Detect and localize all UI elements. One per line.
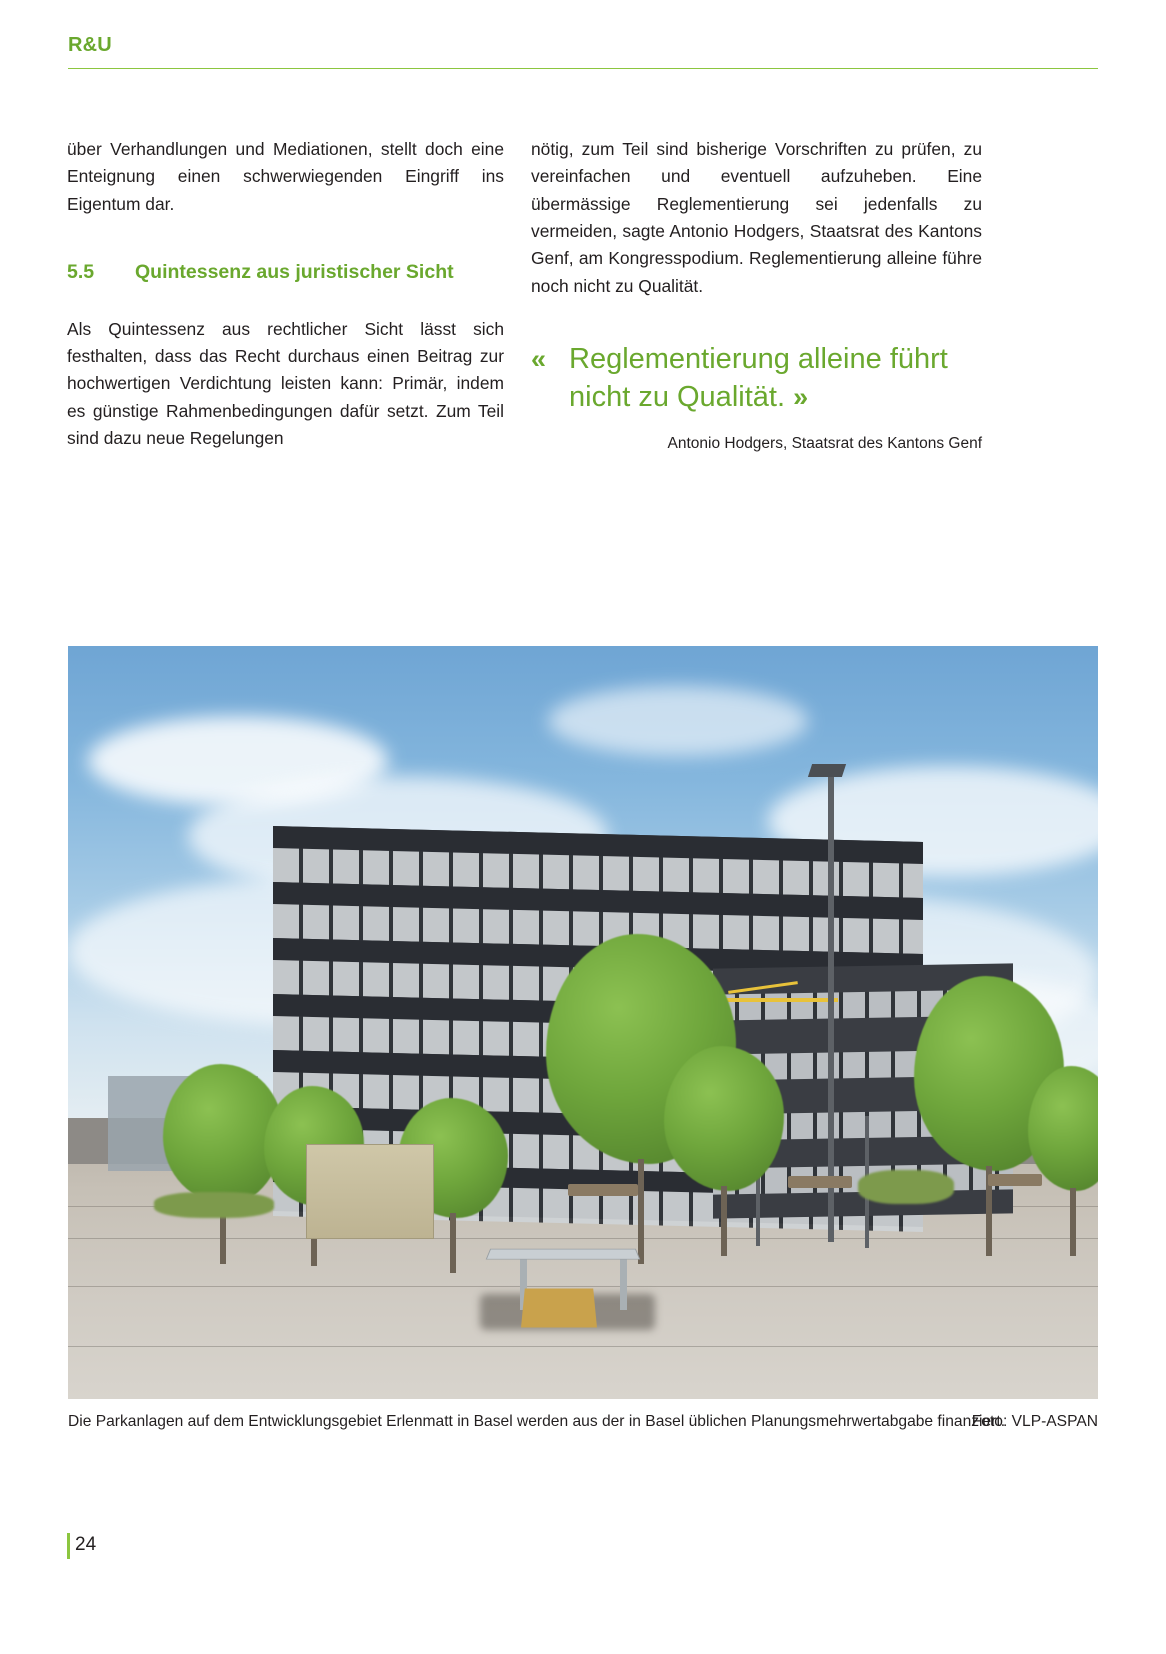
caption-text: Die Parkanlagen auf dem Entwicklungsgebiet Erlenmatt in Basel werden aus der in Basel üblichen Planungsmehrwertabgabe finanziert. (68, 1413, 1006, 1430)
left-paragraph-2: Als Quintessenz aus rechtlicher Sicht lässt sich festhalten, dass das Recht durchaus einen Beitrag zur hochwertigen Verdichtung leisten kann: Primär, indem es günstige Rahmenbedingungen dafür setzt. Zum Teil sind dazu neue Regelungen (67, 318, 504, 448)
street-lamp-head (808, 764, 846, 777)
cloud (548, 686, 808, 756)
right-column (531, 136, 982, 453)
page-number: 24 (75, 1534, 97, 1555)
pavilion-kiosk (306, 1144, 434, 1239)
quote-open-mark: « (531, 343, 547, 374)
figure-caption (68, 1411, 1098, 1433)
bench (988, 1174, 1042, 1186)
ping-pong-table (486, 1249, 641, 1260)
header-divider (68, 68, 1098, 69)
section-number: 5.5 (67, 260, 95, 283)
section-title: Quintessenz aus juristischer Sicht (135, 260, 454, 283)
footer-accent-bar (67, 1533, 70, 1559)
table-leg (620, 1258, 627, 1310)
ground-line (68, 1286, 1098, 1287)
quote-text: Reglementierung alleine führt nicht zu Qualität. (569, 342, 948, 414)
quote-close-mark: » (793, 382, 809, 413)
ground-line (68, 1346, 1098, 1347)
section-heading (67, 260, 504, 286)
page-header (68, 34, 1098, 56)
tree (1028, 1066, 1098, 1256)
sandbox (521, 1288, 597, 1327)
quote-attribution: Antonio Hodgers, Staatsrat des Kantons Genf (667, 435, 982, 452)
shrub (858, 1170, 954, 1204)
bench (788, 1176, 852, 1188)
bench (568, 1184, 638, 1196)
pull-quote (531, 340, 982, 417)
photo-credit: Foto: VLP-ASPAN (971, 1413, 1098, 1430)
page-footer (67, 1533, 96, 1559)
tree (664, 1046, 784, 1256)
street-lamp-pole (828, 772, 834, 1242)
left-column (67, 136, 504, 452)
photo-erlenmatt-basel (68, 646, 1098, 1399)
right-paragraph-1: nötig, zum Teil sind bisherige Vorschriften zu prüfen, zu vereinfachen und eventuell aufzuheben. Eine übermässige Reglementierung sei jedenfalls zu vermeiden, sagte Antonio Hodgers, Staatsrat des Kantons Genf, am Kongresspodium. Reglementierung alleine führe noch nicht zu Qualität. (531, 139, 982, 296)
header-title: R&U (68, 34, 112, 56)
figure (68, 646, 1098, 1433)
spacer (67, 286, 504, 316)
left-paragraph-1: über Verhandlungen und Mediationen, stellt doch eine Enteignung einen schwerwiegenden Eingriff ins Eigentum dar. (67, 139, 504, 214)
shrub (154, 1192, 274, 1218)
